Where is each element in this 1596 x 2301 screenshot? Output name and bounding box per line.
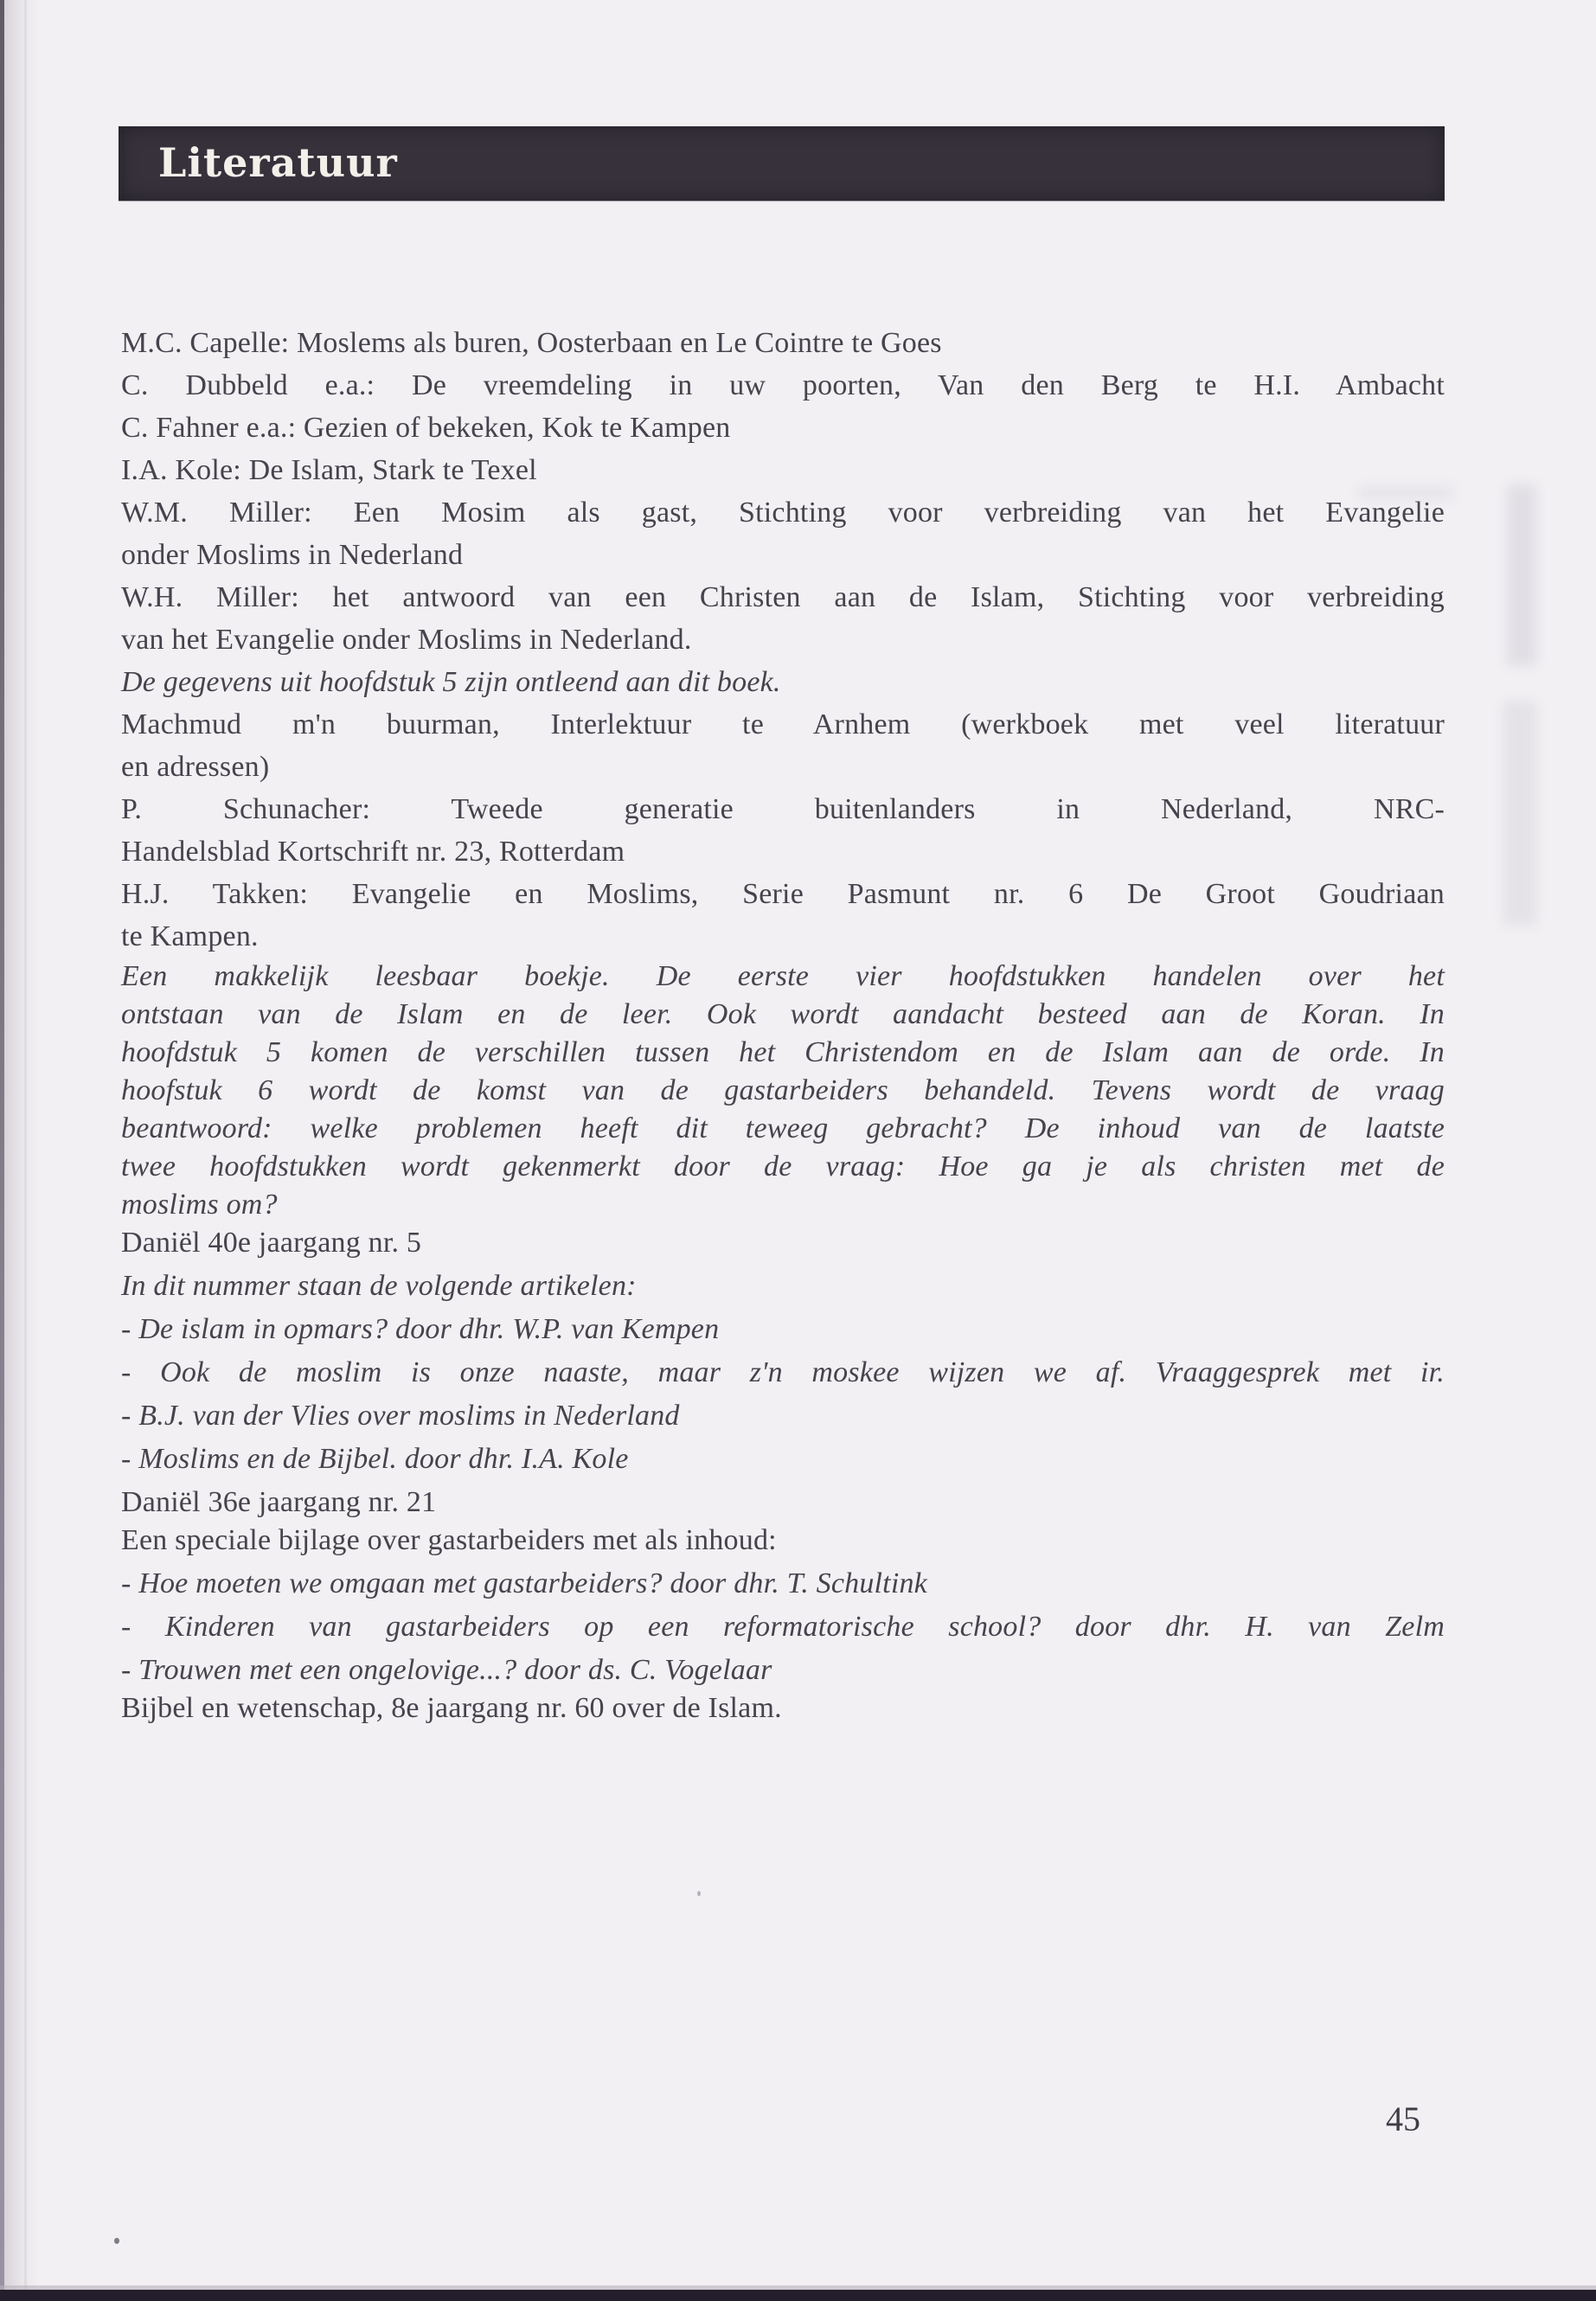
entry-line: Machmud m'n buurman, Interlektuur te Arnhem (werkboek met veel literatuur: [121, 708, 1445, 740]
entry-line: en adressen): [121, 751, 270, 783]
article-list-item: - Moslims en de Bijbel. door dhr. I.A. Kole: [121, 1443, 629, 1475]
page-fold-line: [24, 0, 27, 2301]
annotation-line: Een makkelijk leesbaar boekje. De eerste vier hoofdstukken handelen over het: [121, 960, 1445, 992]
entry-line: C. Fahner e.a.: Gezien of bekeken, Kok te Kampen: [121, 412, 731, 444]
scan-edge-left: [0, 0, 4, 2301]
entry-line: W.M. Miller: Een Mosim als gast, Stichting voor verbreiding van het Evangelie: [121, 497, 1445, 529]
entry-line: P. Schunacher: Tweede generatie buitenlanders in Nederland, NRC-: [121, 793, 1445, 825]
annotation-line: In dit nummer staan de volgende artikelen:: [121, 1270, 637, 1302]
entry-line: C. Dubbeld e.a.: De vreemdeling in uw poorten, Van den Berg te H.I. Ambacht: [121, 369, 1445, 401]
entry-line: Handelsblad Kortschrift nr. 23, Rotterdam: [121, 836, 625, 868]
entry-line: M.C. Capelle: Moslems als buren, Oosterbaan en Le Cointre te Goes: [121, 327, 942, 359]
article-list-item: - Trouwen met een ongelovige...? door ds. C. Vogelaar: [121, 1654, 772, 1686]
page-edge-shading: [0, 0, 40, 2301]
entry-line: onder Moslims in Nederland: [121, 539, 464, 571]
annotation-line: moslims om?: [121, 1189, 278, 1221]
page-number: 45: [1386, 2099, 1420, 2138]
entry-line: van het Evangelie onder Moslims in Nederland.: [121, 624, 692, 656]
entry-line: W.H. Miller: het antwoord van een Christen aan de Islam, Stichting voor verbreiding: [121, 581, 1445, 613]
ghost-smudge: [1503, 701, 1536, 926]
entry-line: I.A. Kole: De Islam, Stark te Texel: [121, 454, 537, 486]
annotation-line: beantwoord: welke problemen heeft dit teweeg gebracht? De inhoud van de laatste: [121, 1112, 1445, 1144]
scan-speck: [697, 1891, 701, 1896]
article-list-item: - B.J. van der Vlies over moslims in Nederland: [121, 1400, 680, 1432]
ghost-smudge: [1507, 484, 1536, 666]
entry-line: Daniël 40e jaargang nr. 5: [121, 1227, 422, 1259]
entry-line: H.J. Takken: Evangelie en Moslims, Serie Pasmunt nr. 6 De Groot Goudriaan: [121, 878, 1445, 910]
annotation-line: hoofdstuk 5 komen de verschillen tussen het Christendom en de Islam aan de orde. In: [121, 1036, 1445, 1068]
scan-edge-bottom: [0, 2290, 1596, 2301]
article-list-item: - Hoe moeten we omgaan met gastarbeiders? door dhr. T. Schultink: [121, 1567, 927, 1599]
section-header-bar: [119, 126, 1445, 201]
article-list-item: - Kinderen van gastarbeiders op een reformatorische school? door dhr. H. van Zelm: [121, 1611, 1445, 1643]
section-title: Literatuur: [158, 139, 398, 186]
literature-list: [121, 322, 1445, 1727]
entry-line: Daniël 36e jaargang nr. 21: [121, 1486, 437, 1518]
entry-line: te Kampen.: [121, 920, 259, 952]
scan-speck: [114, 2238, 119, 2244]
annotation-line: ontstaan van de Islam en de leer. Ook wordt aandacht besteed aan de Koran. In: [121, 998, 1445, 1030]
ghost-smudge: [1358, 486, 1453, 500]
annotation-line: De gegevens uit hoofdstuk 5 zijn ontleend aan dit boek.: [121, 666, 781, 698]
entry-line: Bijbel en wetenschap, 8e jaargang nr. 60 over de Islam.: [121, 1692, 782, 1724]
entry-line: Een speciale bijlage over gastarbeiders met als inhoud:: [121, 1524, 777, 1556]
article-list-item: - De islam in opmars? door dhr. W.P. van Kempen: [121, 1313, 720, 1345]
annotation-line: twee hoofdstukken wordt gekenmerkt door de vraag: Hoe ga je als christen met de: [121, 1150, 1445, 1183]
article-list-item: - Ook de moslim is onze naaste, maar z'n moskee wijzen we af. Vraaggesprek met ir.: [121, 1356, 1445, 1388]
annotation-line: hoofstuk 6 wordt de komst van de gastarbeiders behandeld. Tevens wordt de vraag: [121, 1074, 1445, 1106]
